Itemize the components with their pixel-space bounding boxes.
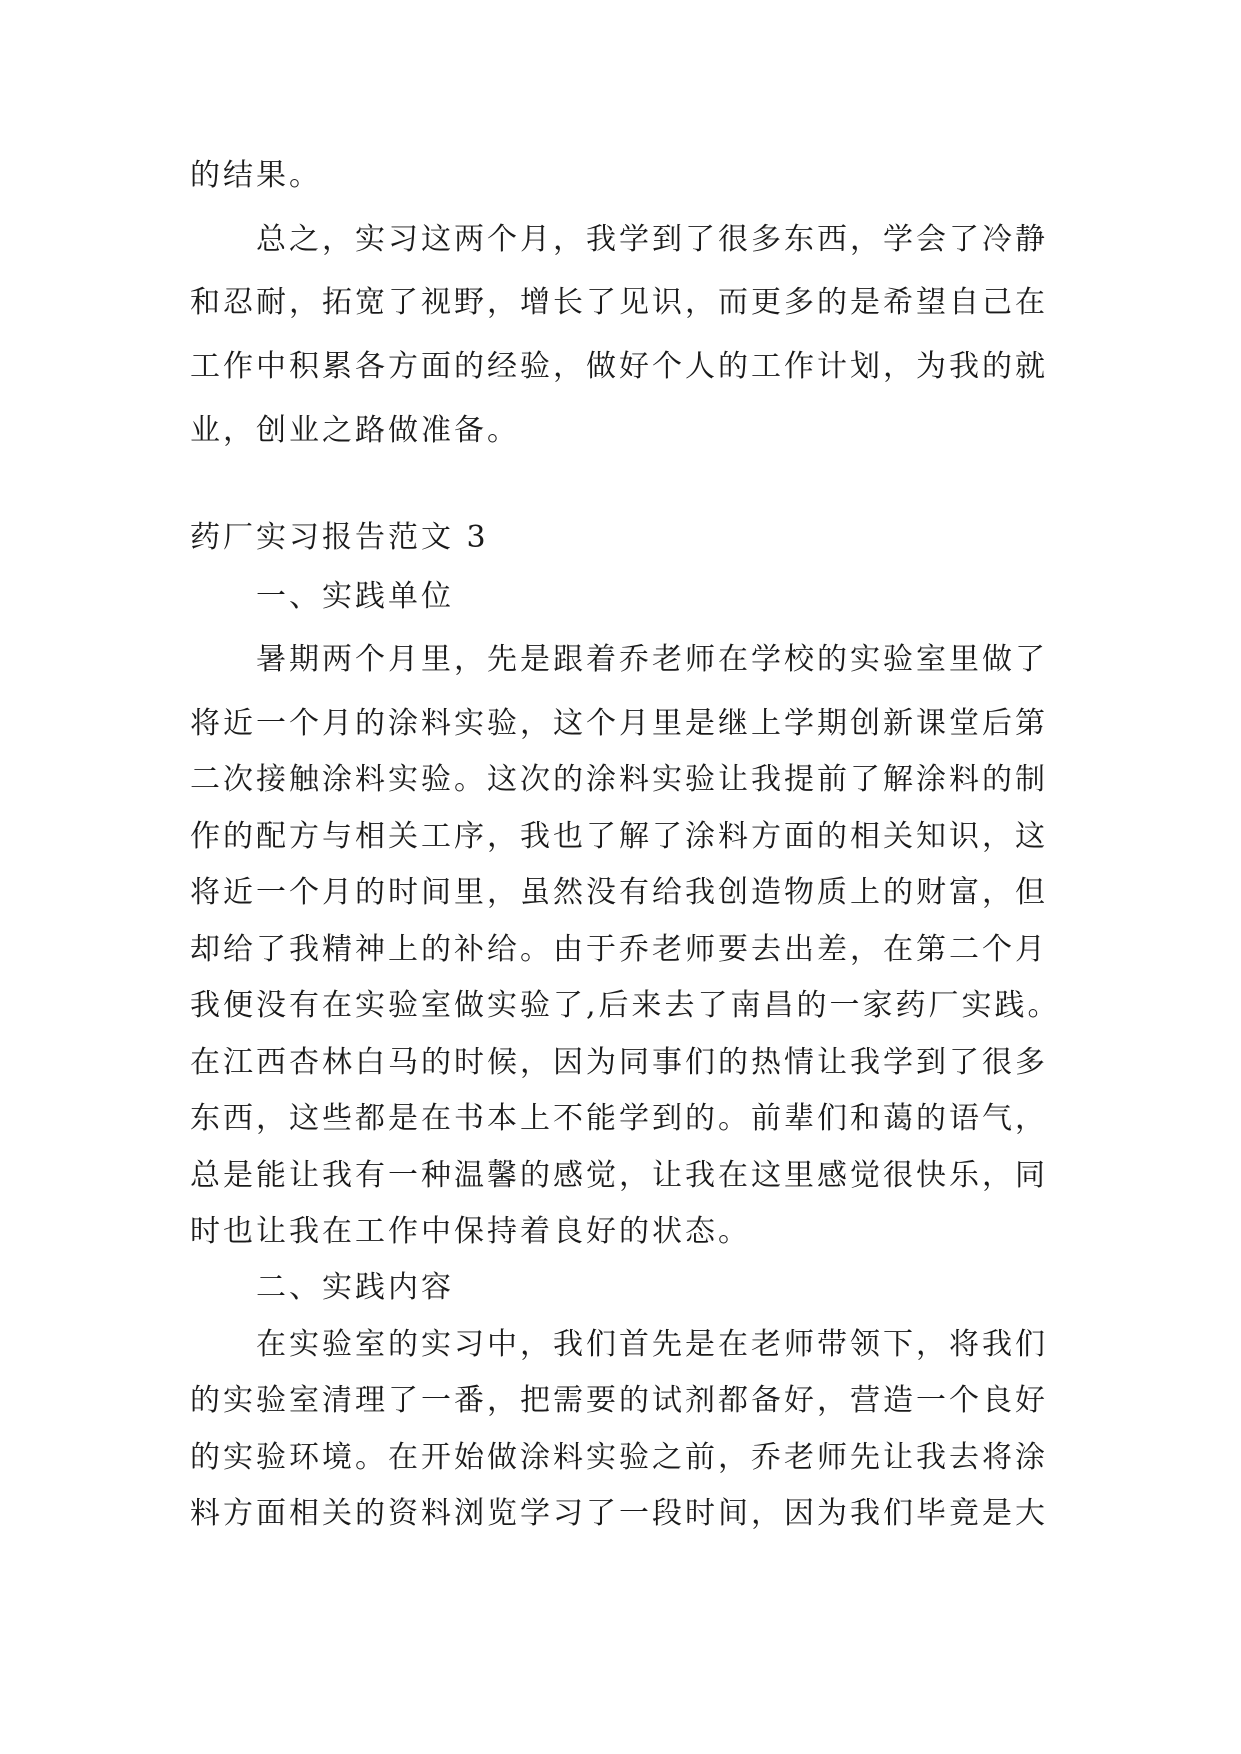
text-line: 时也让我在工作中保持着良好的状态。 (190, 1214, 751, 1249)
text-line: 料方面相关的资料浏览学习了一段时间，因为我们毕竟是大 (190, 1496, 1048, 1531)
text-line: 工作中积累各方面的经验，做好个人的工作计划，为我的就 (190, 349, 1048, 384)
text-line: 和忍耐，拓宽了视野，增长了见识，而更多的是希望自己在 (190, 285, 1048, 320)
text-line: 将近一个月的涂料实验，这个月里是继上学期创新课堂后第 (190, 706, 1048, 741)
text-line: 我便没有在实验室做实验了,后来去了南昌的一家药厂实践。 (190, 988, 1061, 1023)
text-line: 的实验室清理了一番，把需要的试剂都备好，营造一个良好 (190, 1383, 1048, 1418)
paragraph-start-line: 总之，实习这两个月，我学到了很多东西，学会了冷静 (256, 222, 1048, 257)
section-title: 药厂实习报告范文 3 (190, 520, 489, 555)
text-line: 东西，这些都是在书本上不能学到的。前辈们和蔼的语气， (190, 1101, 1048, 1136)
subsection-heading: 一、实践单位 (256, 579, 454, 614)
paragraph-start-line: 暑期两个月里，先是跟着乔老师在学校的实验室里做了 (256, 642, 1048, 677)
text-line: 的结果。 (190, 158, 322, 193)
subsection-heading: 二、实践内容 (256, 1270, 454, 1305)
text-line: 将近一个月的时间里，虽然没有给我创造物质上的财富，但 (190, 875, 1048, 910)
text-line: 作的配方与相关工序，我也了解了涂料方面的相关知识，这 (190, 819, 1048, 854)
text-line: 业，创业之路做准备。 (190, 413, 520, 448)
paragraph-start-line: 在实验室的实习中，我们首先是在老师带领下，将我们 (256, 1327, 1048, 1362)
text-line: 的实验环境。在开始做涂料实验之前，乔老师先让我去将涂 (190, 1440, 1048, 1475)
text-line: 二次接触涂料实验。这次的涂料实验让我提前了解涂料的制 (190, 762, 1048, 797)
text-line: 却给了我精神上的补给。由于乔老师要去出差，在第二个月 (190, 932, 1048, 967)
text-line: 在江西杏林白马的时候，因为同事们的热情让我学到了很多 (190, 1045, 1048, 1080)
text-line: 总是能让我有一种温馨的感觉，让我在这里感觉很快乐，同 (190, 1158, 1048, 1193)
